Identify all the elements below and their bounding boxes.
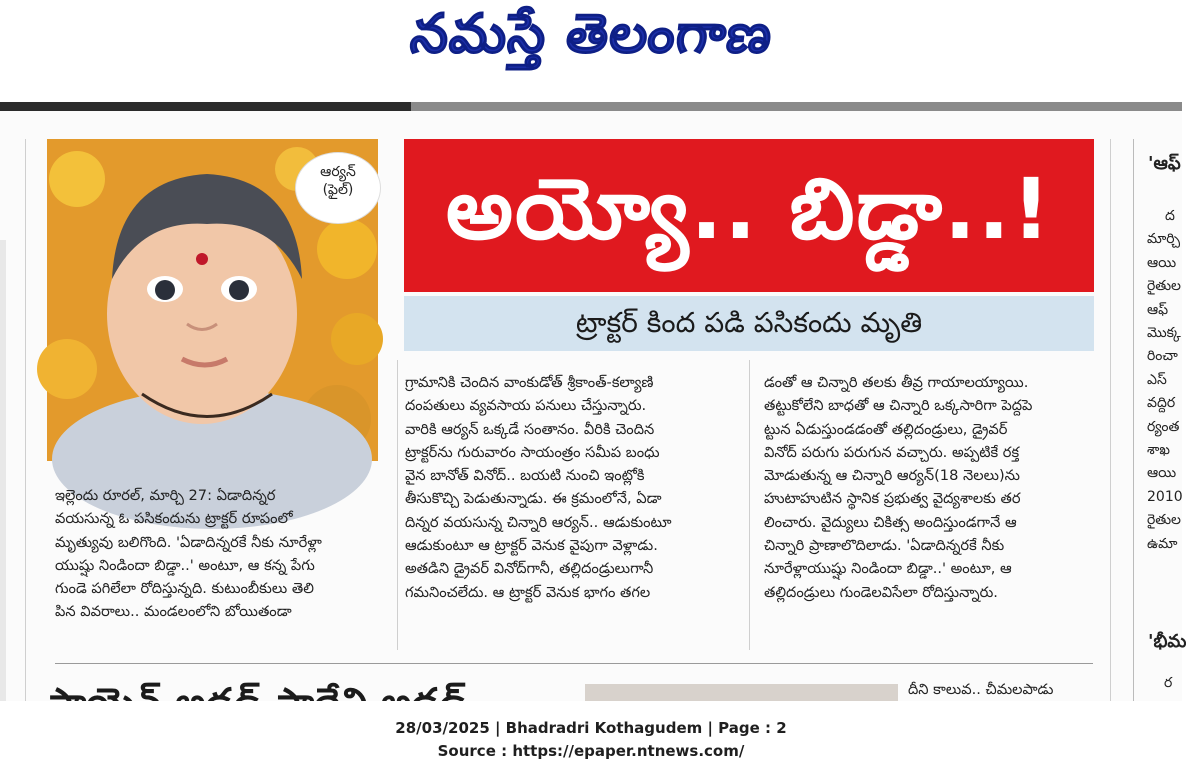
article-line: మృత్యువు బలిగొంది. 'ఏడాదిన్నరకే నీకు నూరేళ్లా	[55, 533, 322, 551]
article-headline: అయ్యో.. బిడ్డా..!	[445, 160, 1053, 258]
article-line: తట్టుకోలేని బాధతో ఆ చిన్నారి ఒక్కసారిగా పెద్దపె	[764, 397, 1033, 415]
article-column-1	[55, 484, 381, 624]
article-line: తల్లిదండ్రులు గుండెలవిసేలా రోదిస్తున్నారు.	[764, 583, 998, 601]
article-line: వినోద్ పరుగు పరుగున వచ్చారు. అప్పటికే రక్త	[764, 443, 1020, 461]
column-rule-right	[1110, 139, 1111, 701]
right-column-line: ఉమా	[1147, 535, 1178, 552]
photo-caption-bubble	[295, 152, 381, 224]
column-rule-1	[397, 360, 398, 650]
left-column-edge	[0, 240, 6, 702]
footer-source: Source : https://epaper.ntnews.com/	[437, 742, 745, 760]
next-story-text: దీని కాలువ.. చీమలపాడు	[908, 681, 1054, 698]
right-column-line: ఎస్	[1147, 371, 1167, 388]
column-rule-2	[749, 360, 750, 650]
column-rule-left	[25, 139, 26, 701]
right-column-line: ఆఫ్	[1147, 301, 1169, 318]
footer-date-edition: 28/03/2025 | Bhadradri Kothagudem | Page : 2	[395, 719, 787, 737]
article-line: నూరేళ్లాయుష్షు నిండిందా బిడ్డా..' అంటూ, ఆ	[764, 560, 1012, 578]
photo-caption-name: ఆర్యన్	[320, 164, 356, 180]
right-column-line: శాఖ	[1147, 442, 1170, 459]
article-line: చిన్నారి ప్రాణాలొదిలాడు. 'ఏడాదిన్నరకే నీకు	[764, 537, 1005, 555]
article-line: దిన్నర వయసున్న చిన్నారి ఆర్యన్.. ఆడుకుంటూ	[405, 513, 672, 531]
subheadline-banner	[404, 296, 1094, 351]
article-line: వారికి ఆర్యన్ ఒక్కడే సంతానం. వీరికి చెందిన	[405, 420, 655, 438]
right-column-line: ఆయి	[1147, 465, 1177, 482]
article-line: ఇల్లెందు రూరల్, మార్చి 27: ఏడాదిన్నర	[55, 487, 276, 504]
article-subheadline: ట్రాక్టర్ కింద పడి పసికందు మృతి	[575, 306, 923, 339]
article-line: గ్రామానికి చెందిన వాంకుడోత్ శ్రీకాంత్-కల్యాణి	[405, 374, 654, 391]
right-column-line: ర్యంత	[1147, 418, 1180, 435]
right-column-heading: 'ఆఫ్	[1148, 153, 1181, 174]
article-column-2	[405, 371, 741, 604]
article-line: అతడిని డ్రైవర్ వినోద్‌గానీ, తల్లిదండ్రులుగానీ	[405, 560, 654, 578]
right-column-line: 2010	[1147, 488, 1183, 505]
right-column-line: రించా	[1147, 348, 1178, 365]
article-line: లించారు. వైద్యులు చికిత్స అందిస్తుండగానే ఆ	[764, 513, 1017, 531]
right-column-text	[1147, 205, 1183, 556]
footer	[0, 701, 1182, 781]
article-line: యుష్షు నిండిందా బిడ్డా..' అంటూ, ఆ కన్న పేగు	[55, 556, 315, 574]
right-column-heading-2: 'భీమ	[1148, 631, 1186, 652]
article-column-3	[764, 371, 1096, 604]
masthead-rule-grey	[411, 102, 1182, 111]
article-line: వైన బానోత్ వినోద్.. బయటి నుంచి ఇంట్లోకి	[405, 467, 645, 485]
right-column-strip	[1133, 139, 1186, 702]
photo-caption-file: (ఫైల్)	[322, 182, 354, 198]
article-line: వయసున్న ఓ పసికందును ట్రాక్టర్ రూపంలో	[55, 510, 293, 528]
story-divider	[55, 663, 1093, 664]
right-column-line: రైతుల	[1147, 512, 1181, 529]
masthead-rule-dark	[0, 102, 411, 111]
article-line: ట్టున ఏడుస్తుండడంతో తల్లిదండ్రులు, డ్రైవర్	[764, 420, 1008, 438]
right-column-last-line: ర	[1164, 675, 1173, 691]
masthead-title: నమస్తే తెలంగాణ	[407, 2, 776, 65]
next-story-headline	[47, 678, 527, 702]
article-line: పిన వివరాలు.. మండలంలోని బోయితండా	[55, 603, 292, 621]
article-line: తీసుకొచ్చి పెడుతున్నాడు. ఈ క్రమంలోనే, ఏడా	[405, 490, 662, 508]
right-column-line: మొక్క	[1147, 325, 1181, 342]
right-column-line: ఆయి	[1147, 254, 1177, 271]
right-column-line: రైతుల	[1147, 278, 1181, 295]
article-line: హుటాహుటిన స్థానిక ప్రభుత్వ వైద్యశాలకు తర	[764, 490, 1021, 508]
right-column-line: మార్చి	[1147, 231, 1181, 248]
article-line: గుండె పగిలేలా రోదిస్తున్నది. కుటుంబీకులు తెలి	[55, 580, 314, 598]
headline-banner	[404, 139, 1094, 292]
article-line: గమనించలేదు. ఆ ట్రాక్టర్ వెనుక భాగం తగల	[405, 583, 651, 601]
right-column-line: ద	[1165, 208, 1175, 224]
article-line: ట్రాక్టర్‌ను గురువారం సాయంత్రం సమీప బంధు	[405, 443, 660, 461]
article-line: దంపతులు వ్యవసాయ పనులు చేస్తున్నారు.	[405, 397, 647, 415]
article-line: డంతో ఆ చిన్నారి తలకు తీవ్ర గాయాలయ్యాయి.	[764, 374, 1029, 391]
masthead	[0, 0, 1182, 102]
next-story-photo	[585, 684, 898, 702]
article-line: ఆడుకుంటూ ఆ ట్రాక్టర్ వెనుక వైపుగా వెళ్లాడు.	[405, 537, 658, 555]
article-line: మోడుతున్న ఆ చిన్నారి ఆర్యన్(18 నెలలు)ను	[764, 467, 1020, 485]
right-column-line: వద్దిర	[1147, 395, 1176, 412]
